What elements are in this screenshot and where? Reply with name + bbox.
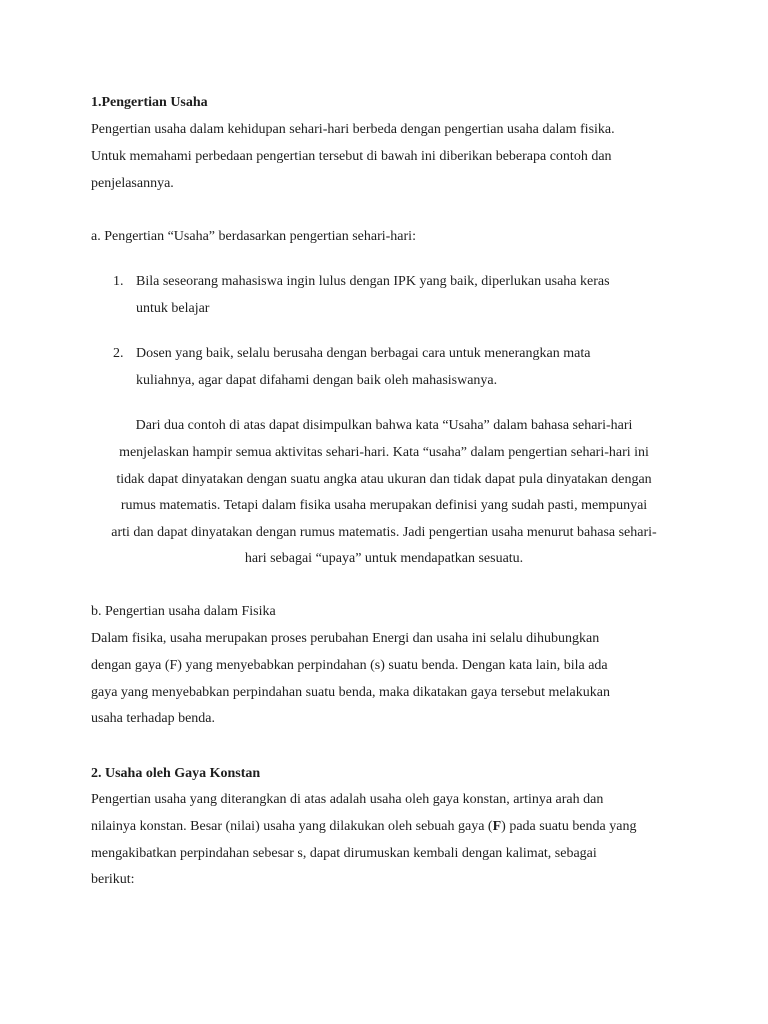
paragraph-line: [91, 818, 636, 836]
paragraph-line: mengakibatkan perpindahan sebesar s, dapat dirumuskan kembali dengan kalimat, sebagai: [91, 846, 597, 861]
centered-paragraph-line: hari sebagai “upaya” untuk mendapatkan sesuatu.: [244, 551, 524, 566]
list-number: 2.: [113, 346, 124, 361]
text-run: nilainya konstan. Besar (nilai) usaha yang dilakukan oleh sebuah gaya (: [91, 819, 493, 834]
text-run: ) pada suatu benda yang: [501, 819, 637, 834]
subheading-a: a. Pengertian “Usaha” berdasarkan pengertian sehari-hari:: [91, 229, 416, 244]
paragraph-line: Pengertian usaha yang diterangkan di atas adalah usaha oleh gaya konstan, artinya arah dan: [91, 792, 604, 807]
paragraph-line: gaya yang menyebabkan perpindahan suatu benda, maka dikatakan gaya tersebut melakukan: [91, 685, 610, 700]
list-item-line: kuliahnya, agar dapat difahami dengan baik oleh mahasiswanya.: [136, 373, 498, 388]
paragraph-line: penjelasannya.: [91, 176, 174, 191]
paragraph-line: Pengertian usaha dalam kehidupan sehari-hari berbeda dengan pengertian usaha dalam fisika.: [91, 122, 615, 137]
centered-paragraph-line: Dari dua contoh di atas dapat disimpulkan bahwa kata “Usaha” dalam bahasa sehari-hari: [135, 418, 633, 433]
heading-pengertian-usaha: 1.Pengertian Usaha: [91, 95, 208, 110]
centered-paragraph-line: arti dan dapat dinyatakan dengan rumus matematis. Jadi pengertian usaha menurut bahasa sehari-: [111, 525, 657, 540]
paragraph-line: berikut:: [91, 872, 135, 887]
centered-paragraph-line: menjelaskan hampir semua aktivitas sehari-hari. Kata “usaha” dalam pengertian sehari-hari ini: [119, 445, 649, 460]
bold-symbol-f: F: [492, 819, 502, 834]
list-item-line: Dosen yang baik, selalu berusaha dengan berbagai cara untuk menerangkan mata: [136, 346, 591, 361]
paragraph-line: dengan gaya (F) yang menyebabkan perpindahan (s) suatu benda. Dengan kata lain, bila ada: [91, 658, 608, 673]
paragraph-line: usaha terhadap benda.: [91, 711, 215, 726]
list-number: 1.: [113, 274, 124, 289]
centered-paragraph-line: rumus matematis. Tetapi dalam fisika usaha merupakan definisi yang sudah pasti, mempunyai: [120, 498, 648, 513]
heading-usaha-gaya-konstan: 2. Usaha oleh Gaya Konstan: [91, 766, 261, 781]
centered-paragraph-line: tidak dapat dinyatakan dengan suatu angka atau ukuran dan tidak dapat pula dinyatakan dengan: [116, 472, 652, 487]
list-item-line: untuk belajar: [136, 301, 210, 316]
paragraph-line: Untuk memahami perbedaan pengertian tersebut di bawah ini diberikan beberapa contoh dan: [91, 149, 612, 164]
paragraph-line: Dalam fisika, usaha merupakan proses perubahan Energi dan usaha ini selalu dihubungkan: [91, 631, 600, 646]
list-item-line: Bila seseorang mahasiswa ingin lulus dengan IPK yang baik, diperlukan usaha keras: [136, 274, 610, 289]
subheading-b: b. Pengertian usaha dalam Fisika: [91, 604, 276, 619]
